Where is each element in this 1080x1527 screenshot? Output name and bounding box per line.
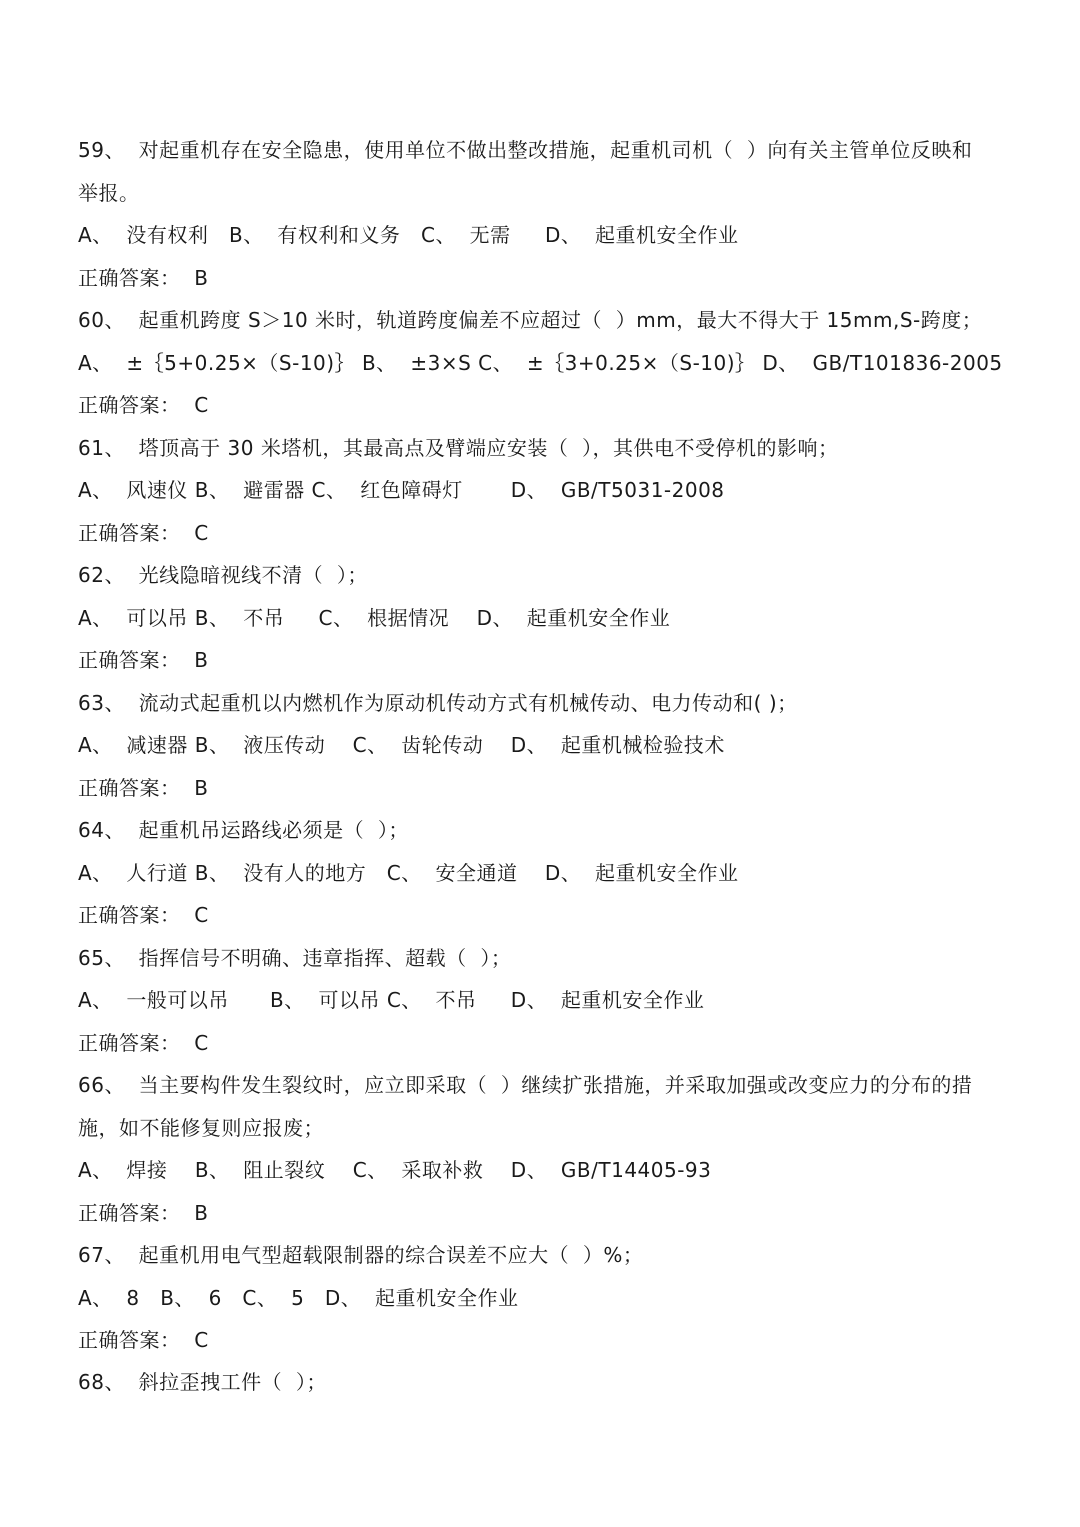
q63-answer: 正确答案： B [78, 776, 209, 800]
q65-answer: 正确答案： C [78, 1031, 209, 1055]
q67-options: A、 8 B、 6 C、 5 D、 起重机安全作业 [78, 1286, 519, 1310]
q60-stem: 60、 起重机跨度 S＞10 米时，轨道跨度偏差不应超过（ ）mm，最大不得大于 15mm,S-跨度； [78, 308, 983, 332]
q64-stem: 64、 起重机吊运路线必须是（ ）； [78, 818, 409, 842]
q61-answer: 正确答案： C [78, 521, 209, 545]
q64-answer: 正确答案： C [78, 903, 209, 927]
q66-options: A、 焊接 B、 阻止裂纹 C、 采取补救 D、 GB/T14405-93 [78, 1158, 712, 1182]
q66-stem-line2: 施，如不能修复则应报废； [78, 1116, 324, 1140]
q66-answer: 正确答案： B [78, 1201, 209, 1225]
q60-answer: 正确答案： C [78, 393, 209, 417]
q62-stem: 62、 光线隐暗视线不清（ ）； [78, 563, 368, 587]
q62-answer: 正确答案： B [78, 648, 209, 672]
q59-stem-line2: 举报。 [78, 181, 140, 205]
q61-options: A、 风速仪 B、 避雷器 C、 红色障碍灯 D、 GB/T5031-2008 [78, 478, 725, 502]
q59-stem-line1: 59、 对起重机存在安全隐患，使用单位不做出整改措施，起重机司机（ ）向有关主管单位反映和 [78, 138, 973, 162]
q62-options: A、 可以吊 B、 不吊 C、 根据情况 D、 起重机安全作业 [78, 606, 671, 630]
q66-stem-line1: 66、 当主要构件发生裂纹时，应立即采取（ ）继续扩张措施，并采取加强或改变应力的分布的措 [78, 1073, 973, 1097]
q59-answer: 正确答案： B [78, 266, 209, 290]
q63-stem: 63、 流动式起重机以内燃机作为原动机传动方式有机械传动、电力传动和( )； [78, 691, 798, 715]
q67-answer: 正确答案： C [78, 1328, 209, 1352]
q67-stem: 67、 起重机用电气型超载限制器的综合误差不应大（ ）%； [78, 1243, 644, 1267]
q60-options: A、 ±｛5+0.25×（S-10)｝ B、 ±3×S C、 ±｛3+0.25×（S-10)｝ D、 GB/T101836-2005 [78, 351, 1003, 375]
q63-options: A、 减速器 B、 液压传动 C、 齿轮传动 D、 起重机械检验技术 [78, 733, 725, 757]
q59-options: A、 没有权利 B、 有权利和义务 C、 无需 D、 起重机安全作业 [78, 223, 739, 247]
q65-stem: 65、 指挥信号不明确、违章指挥、超载（ ）； [78, 946, 512, 970]
q68-stem: 68、 斜拉歪拽工件（ ）； [78, 1370, 327, 1394]
q64-options: A、 人行道 B、 没有人的地方 C、 安全通道 D、 起重机安全作业 [78, 861, 739, 885]
q65-options: A、 一般可以吊 B、 可以吊 C、 不吊 D、 起重机安全作业 [78, 988, 705, 1012]
q61-stem: 61、 塔顶高于 30 米塔机，其最高点及臂端应安装（ ），其供电不受停机的影响； [78, 436, 839, 460]
